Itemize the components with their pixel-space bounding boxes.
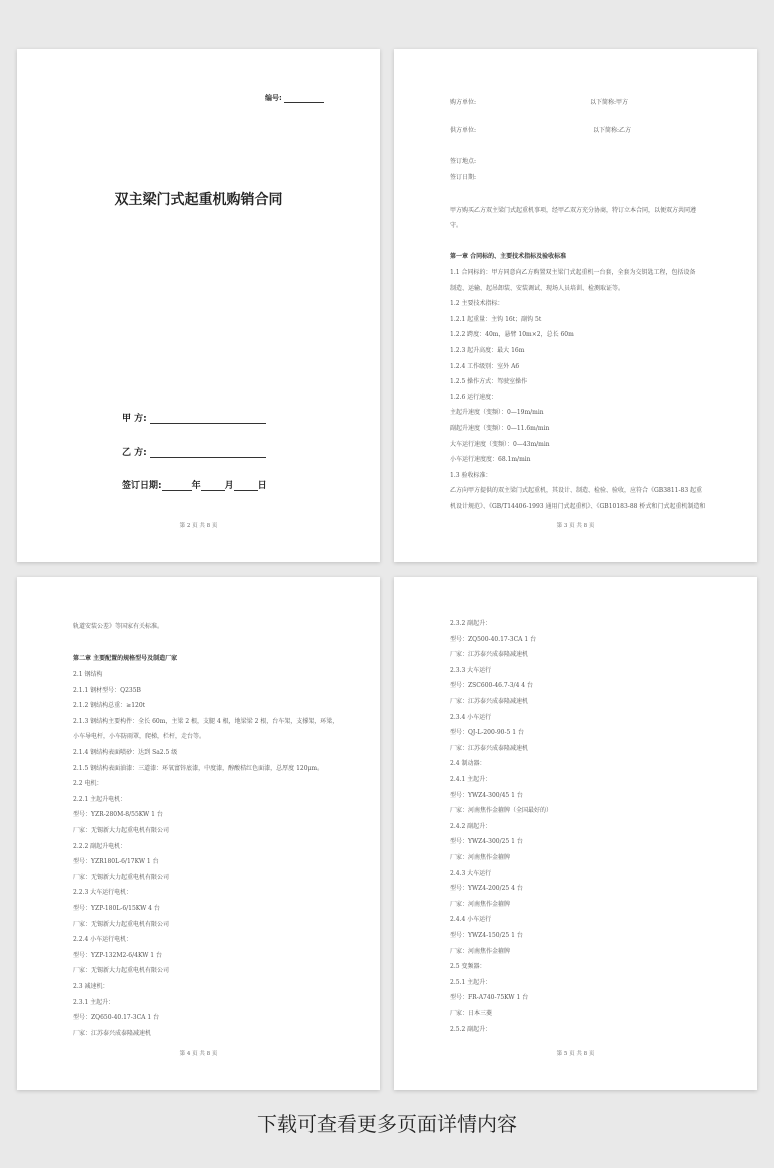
body-line: 型号：FR-A740-75KW 1 台 — [450, 994, 529, 1002]
field-label: 签订日期: — [450, 174, 477, 181]
body-line: 2.4.2 副起升： — [450, 822, 492, 830]
sign-date-field — [122, 478, 267, 491]
body-line: 2.1.1 钢材型号：Q235B — [73, 686, 141, 694]
page-3 — [17, 577, 380, 1090]
body-line: 型号：ZQ500-40.17-3CA 1 台 — [450, 635, 537, 643]
intro-line: 守。 — [450, 222, 463, 229]
contract-number — [265, 93, 324, 103]
body-line: 1.3 验收标准： — [450, 471, 492, 479]
body-line: 2.2.1 主起升电机： — [73, 795, 127, 803]
party-b-label: 乙 方: — [122, 448, 147, 458]
body-line: 2.4.3 大车运行 — [450, 869, 492, 877]
body-line: 轨道安装公差》等国家有关标准。 — [73, 623, 164, 630]
body-line: 1.2.2 跨度：40m，悬臂 10m×2，总长 60m — [450, 331, 574, 339]
body-line: 厂家：江苏泰兴成泰隆减速机 — [73, 1029, 152, 1037]
body-line: 1.1 合同标的：甲方同意向乙方购置双主梁门式起重机一台套，全套为交钥匙工程，包括设备 — [450, 269, 696, 276]
body-line: 型号：YWZ4-300/45 1 台 — [450, 791, 523, 799]
body-line: 厂家：江苏泰兴成泰隆减速机 — [450, 744, 529, 752]
body-line: 主起升速度（变频）：0—19m/min — [450, 409, 544, 417]
body-line: 2.5 变频器： — [450, 963, 486, 971]
field-label: 供方单位: — [450, 127, 477, 134]
body-line: 副起升速度（变频）：0—11.6m/min — [450, 425, 550, 432]
party-b-field — [122, 445, 266, 458]
body-line: 厂家：河南焦作金箍牌（全国最好的） — [450, 807, 553, 815]
body-line: 制造、运输、起吊卸装、安装调试、现场人员培训、检测取证等。 — [450, 284, 625, 292]
body-line: 厂家：江苏泰兴成泰隆减速机 — [450, 651, 529, 659]
body-line: 2.1.3 钢结构主要构件：全长 60m，主梁 2 根，支腿 4 根，地梁梁 2 根，台车架，支撑架，环梁， — [73, 717, 339, 725]
body-line: 厂家：河南焦作金箍牌 — [450, 947, 511, 955]
contract-number-label: 编号: — [265, 94, 282, 102]
body-line: 厂家：日本三菱 — [450, 1010, 493, 1017]
body-line: 型号：YZR180L-6/17KW 1 台 — [73, 858, 159, 866]
page-footer: 第 2 页 共 8 页 — [179, 523, 218, 529]
body-line: 型号：ZSC600-46.7-3/4 4 台 — [450, 682, 534, 690]
page-footer: 第 5 页 共 8 页 — [556, 1051, 595, 1057]
body-line: 型号：YWZ4-150/25 1 台 — [450, 932, 523, 939]
body-line: 厂家：河南焦作金箍牌 — [450, 854, 511, 861]
day-label: 日 — [257, 481, 267, 491]
body-line: 机设计规范》、《GB/T14406-1993 通用门式起重机》、《GB10183-88 桥式和门式起重机制造和 — [450, 503, 706, 510]
body-line: 2.4.1 主起升： — [450, 776, 492, 783]
body-line: 2.4 制动器： — [450, 760, 486, 768]
body-line: 1.2 主要技术指标： — [450, 300, 504, 308]
body-line: 大车运行速度（变频）：0—43m/min — [450, 440, 550, 448]
body-line: 2.1.4 钢结构表面喷砂：达到 Sa2.5 级 — [73, 749, 178, 756]
field-label: 签订地点: — [450, 158, 477, 165]
month-label: 月 — [224, 481, 234, 491]
body-line: 2.5.1 主起升： — [450, 978, 492, 986]
body-line: 2.2.4 小车运行电机： — [73, 936, 133, 944]
contract-title: 双主梁门式起重机购销合同 — [114, 192, 283, 208]
year-label: 年 — [191, 481, 201, 491]
page-footer: 第 3 页 共 8 页 — [556, 523, 595, 529]
body-line: 小车运行速度度：68.1m/min — [450, 456, 531, 464]
chapter-heading: 第二章 主要配置的规格型号及制造厂家 — [73, 655, 178, 662]
body-line: 1.2.4 工作级别：室外 A6 — [450, 362, 520, 370]
sign-date-label: 签订日期: — [122, 481, 162, 491]
body-line: 型号：YWZ4-300/25 1 台 — [450, 838, 523, 846]
page-footer: 第 4 页 共 8 页 — [179, 1051, 218, 1057]
field-alias: 以下简称:乙方 — [593, 127, 632, 134]
body-line: 2.4.4 小车运行 — [450, 916, 492, 924]
body-line: 型号：YZR-280M-8/55KW 1 台 — [73, 811, 163, 819]
body-line: 型号：ZQ650-40.17-3CA 1 台 — [73, 1014, 160, 1022]
body-line: 2.3.2 副起升： — [450, 620, 492, 627]
body-line: 2.1.5 钢结构表面油漆：三道漆：环氧富锌底漆，中度漆，醇酸桔红色面漆，总厚度 120μm。 — [73, 764, 324, 772]
body-line: 厂家：河南焦作金箍牌 — [450, 900, 511, 908]
body-line: 2.3 减速机： — [73, 983, 109, 990]
party-a-label: 甲 方: — [122, 414, 147, 424]
field-label: 购方单位: — [450, 99, 477, 106]
body-line: 2.5.2 副起升： — [450, 1025, 492, 1033]
body-line: 型号：YZP-132M2-6/4KW 1 台 — [73, 951, 163, 959]
party-a-field — [122, 411, 266, 424]
download-caption: 下载可查看更多页面详情内容 — [257, 1112, 517, 1136]
page-4 — [394, 577, 757, 1090]
chapter-heading: 第一章 合同标的、主要技术指标及验收标准 — [450, 253, 567, 260]
body-line: 1.2.3 起升高度：最大 16m — [450, 347, 525, 354]
intro-line: 甲方购买乙方双主梁门式起重机事项，经甲乙双方充分协商，特订立本合同，以便双方共同遵 — [450, 207, 697, 214]
body-line: 厂家：江苏泰兴成泰隆减速机 — [450, 698, 529, 705]
body-line: 型号：QJ-L-200-90-5 1 台 — [450, 729, 524, 737]
body-line: 1.2.5 操作方式：驾驶室操作 — [450, 378, 528, 386]
page-cover — [17, 49, 380, 562]
body-line: 2.2.2 副起升电机： — [73, 842, 127, 850]
field-alias: 以下简称:甲方 — [590, 99, 629, 106]
body-line: 1.2.1 起重量：主钩 16t；副钩 5t — [450, 315, 542, 323]
body-line: 2.2 电机： — [73, 780, 103, 788]
body-line: 型号：YZP-180L-6/15KW 4 台 — [73, 905, 160, 912]
body-line: 2.3.4 小车运行 — [450, 713, 492, 721]
body-line: 2.1.2 钢结构总重：≥120t — [73, 702, 146, 710]
body-line: 厂家：无锡新大力起重电机有限公司 — [73, 920, 170, 928]
body-line: 1.2.6 运行速度： — [450, 393, 498, 401]
body-line: 2.2.3 大车运行电机： — [73, 889, 133, 897]
body-line: 乙方向甲方提供的双主梁门式起重机，其设计、制造、检验、验收，应符合《GB3811-83 起重 — [450, 487, 703, 495]
body-line: 2.3.3 大车运行 — [450, 666, 492, 674]
body-line: 小车导电杆，小车防雨罩，爬梯，栏杆，走台等。 — [73, 733, 206, 741]
body-line: 厂家：无锡新大力起重电机有限公司 — [73, 967, 170, 975]
body-line: 型号：YWZ4-200/25 4 台 — [450, 885, 523, 893]
body-line: 2.3.1 主起升： — [73, 998, 115, 1006]
page-2 — [394, 49, 757, 562]
body-line: 2.1 钢结构 — [73, 671, 103, 678]
body-line: 厂家：无锡新大力起重电机有限公司 — [73, 827, 170, 834]
body-line: 厂家：无锡新大力起重电机有限公司 — [73, 873, 170, 881]
